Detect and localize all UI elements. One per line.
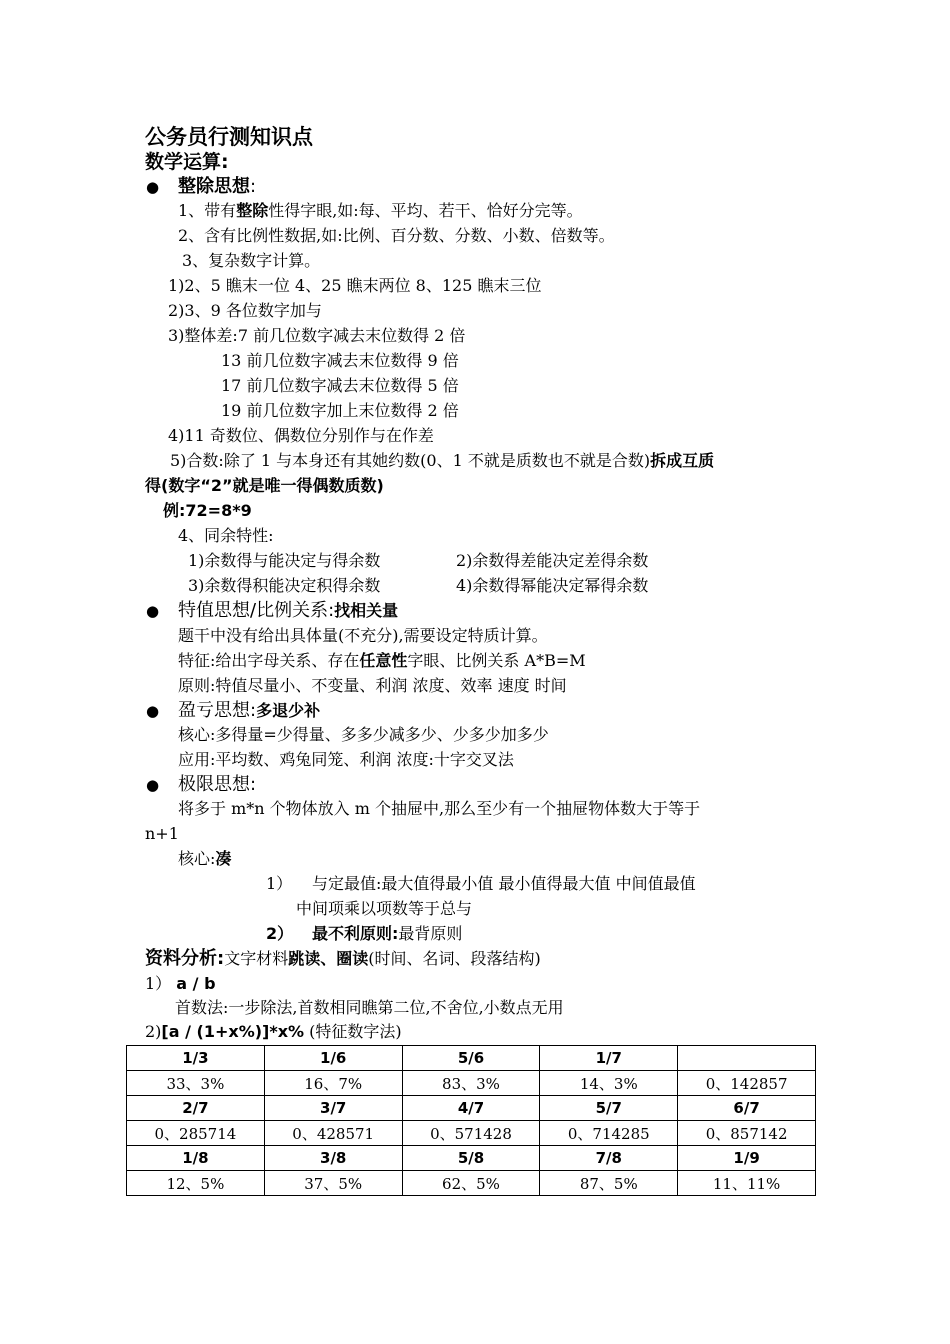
percent-row: [127, 1171, 816, 1196]
fraction-cell: 3/8: [264, 1146, 402, 1171]
value-cell: 0、714285: [540, 1121, 678, 1146]
data-analysis-item-2: 2)[a / (1+x%)]*x% (特征数字法): [145, 1022, 402, 1041]
extreme-core: 核心:凑: [178, 849, 232, 868]
rule-3-17: 17 前几位数字减去末位数得 5 倍: [221, 376, 459, 395]
extreme-point-2: 最不利原则:最背原则: [312, 924, 463, 943]
mod-rule-4: 4)余数得幂能决定幂得余数: [456, 576, 649, 595]
value-cell: 0、142857: [678, 1071, 816, 1096]
special-value-line-1: 题干中没有给出具体量(不充分),需要设定特质计算。: [178, 626, 548, 645]
fraction-cell: 2/7: [127, 1096, 265, 1121]
data-analysis-item-1: 1） a / b: [145, 974, 216, 993]
value-cell: 11、11%: [678, 1171, 816, 1196]
fraction-cell: [678, 1046, 816, 1071]
divisibility-item-2: 2、含有比例性数据,如:比例、百分数、分数、小数、倍数等。: [178, 226, 615, 245]
divisibility-item-1: 1、带有整除性得字眼,如:每、平均、若干、恰好分完等。: [178, 201, 583, 220]
fraction-cell: 1/8: [127, 1146, 265, 1171]
bullet-icon: ●: [146, 702, 160, 720]
divisibility-heading: 整除思想:: [178, 176, 257, 197]
percent-row: [127, 1121, 816, 1146]
value-cell: 87、5%: [540, 1171, 678, 1196]
mod-rule-3: 3)余数得积能决定积得余数: [188, 576, 381, 595]
value-cell: 0、571428: [402, 1121, 540, 1146]
value-cell: 62、5%: [402, 1171, 540, 1196]
value-cell: 37、5%: [264, 1171, 402, 1196]
mod-rule-1: 1)余数得与能决定与得余数: [188, 551, 381, 570]
fraction-cell: 1/7: [540, 1046, 678, 1071]
math-heading: 数学运算:: [145, 151, 229, 173]
profit-loss-line-1: 核心:多得量=少得量、多多少减多少、少多少加多少: [178, 725, 549, 744]
data-analysis-item-1-desc: 首数法:一步除法,首数相同瞧第二位,不舍位,小数点无用: [175, 998, 564, 1017]
value-cell: 14、3%: [540, 1071, 678, 1096]
rule-5: 5)合数:除了 1 与本身还有其她约数(0、1 不就是质数也不就是合数)拆成互质: [170, 451, 715, 470]
data-analysis-heading: 资料分析:文字材料跳读、圈读(时间、名词、段落结构): [145, 948, 541, 969]
bullet-icon: ●: [146, 178, 160, 196]
rule-2: 2)3、9 各位数字加与: [168, 301, 322, 320]
value-cell: 0、428571: [264, 1121, 402, 1146]
special-value-line-3: 原则:特值尽量小、不变量、利润 浓度、效率 速度 时间: [178, 676, 567, 695]
fraction-table: [126, 1045, 816, 1196]
fraction-row: [127, 1096, 816, 1121]
fraction-cell: 5/8: [402, 1146, 540, 1171]
profit-loss-line-2: 应用:平均数、鸡兔同笼、利润 浓度:十字交叉法: [178, 750, 514, 769]
fraction-cell: 1/6: [264, 1046, 402, 1071]
divisibility-item-3: 3、复杂数字计算。: [182, 251, 321, 270]
percent-row: [127, 1071, 816, 1096]
fraction-cell: 7/8: [540, 1146, 678, 1171]
fraction-cell: 1/3: [127, 1046, 265, 1071]
value-cell: 0、285714: [127, 1121, 265, 1146]
value-cell: 16、7%: [264, 1071, 402, 1096]
fraction-row: [127, 1146, 816, 1171]
extreme-point-1: 与定最值:最大值得最小值 最小值得最大值 中间值最值: [312, 874, 696, 893]
fraction-cell: 5/7: [540, 1096, 678, 1121]
fraction-cell: 1/9: [678, 1146, 816, 1171]
value-cell: 83、3%: [402, 1071, 540, 1096]
page-title: 公务员行测知识点: [145, 125, 313, 149]
rule-4: 4)11 奇数位、偶数位分别作与在作差: [168, 426, 434, 445]
extreme-heading: 极限思想:: [178, 774, 257, 795]
fraction-cell: 4/7: [402, 1096, 540, 1121]
special-value-heading: 特值思想/比例关系:找相关量: [178, 600, 399, 621]
fraction-row: [127, 1046, 816, 1071]
divisibility-item-4: 4、同余特性:: [178, 526, 274, 545]
value-cell: 33、3%: [127, 1071, 265, 1096]
extreme-point-1-continued: 中间项乘以项数等于总与: [296, 899, 473, 918]
profit-loss-heading: 盈亏思想:多退少补: [178, 700, 321, 721]
rule-3-19: 19 前几位数字加上末位数得 2 倍: [221, 401, 459, 420]
rule-1: 1)2、5 瞧末一位 4、25 瞧末两位 8、125 瞧末三位: [168, 276, 542, 295]
extreme-point-1-number: 1）: [266, 874, 293, 893]
bullet-icon: ●: [146, 776, 160, 794]
bullet-icon: ●: [146, 602, 160, 620]
rule-3-13: 13 前几位数字减去末位数得 9 倍: [221, 351, 459, 370]
example-line: 例:72=8*9: [163, 501, 252, 520]
fraction-cell: 3/7: [264, 1096, 402, 1121]
extreme-line-1: 将多于 m*n 个物体放入 m 个抽屉中,那么至少有一个抽屉物体数大于等于: [178, 799, 701, 818]
extreme-line-1-continued: n+1: [145, 824, 179, 843]
fraction-cell: 5/6: [402, 1046, 540, 1071]
mod-rule-2: 2)余数得差能决定差得余数: [456, 551, 649, 570]
rule-5-continued: 得(数字“2”就是唯一得偶数质数): [145, 476, 384, 495]
rule-3: 3)整体差:7 前几位数字减去末位数得 2 倍: [168, 326, 466, 345]
fraction-cell: 6/7: [678, 1096, 816, 1121]
value-cell: 12、5%: [127, 1171, 265, 1196]
value-cell: 0、857142: [678, 1121, 816, 1146]
special-value-line-2: 特征:给出字母关系、存在任意性字眼、比例关系 A*B=M: [178, 651, 586, 670]
extreme-point-2-number: 2）: [266, 924, 294, 943]
